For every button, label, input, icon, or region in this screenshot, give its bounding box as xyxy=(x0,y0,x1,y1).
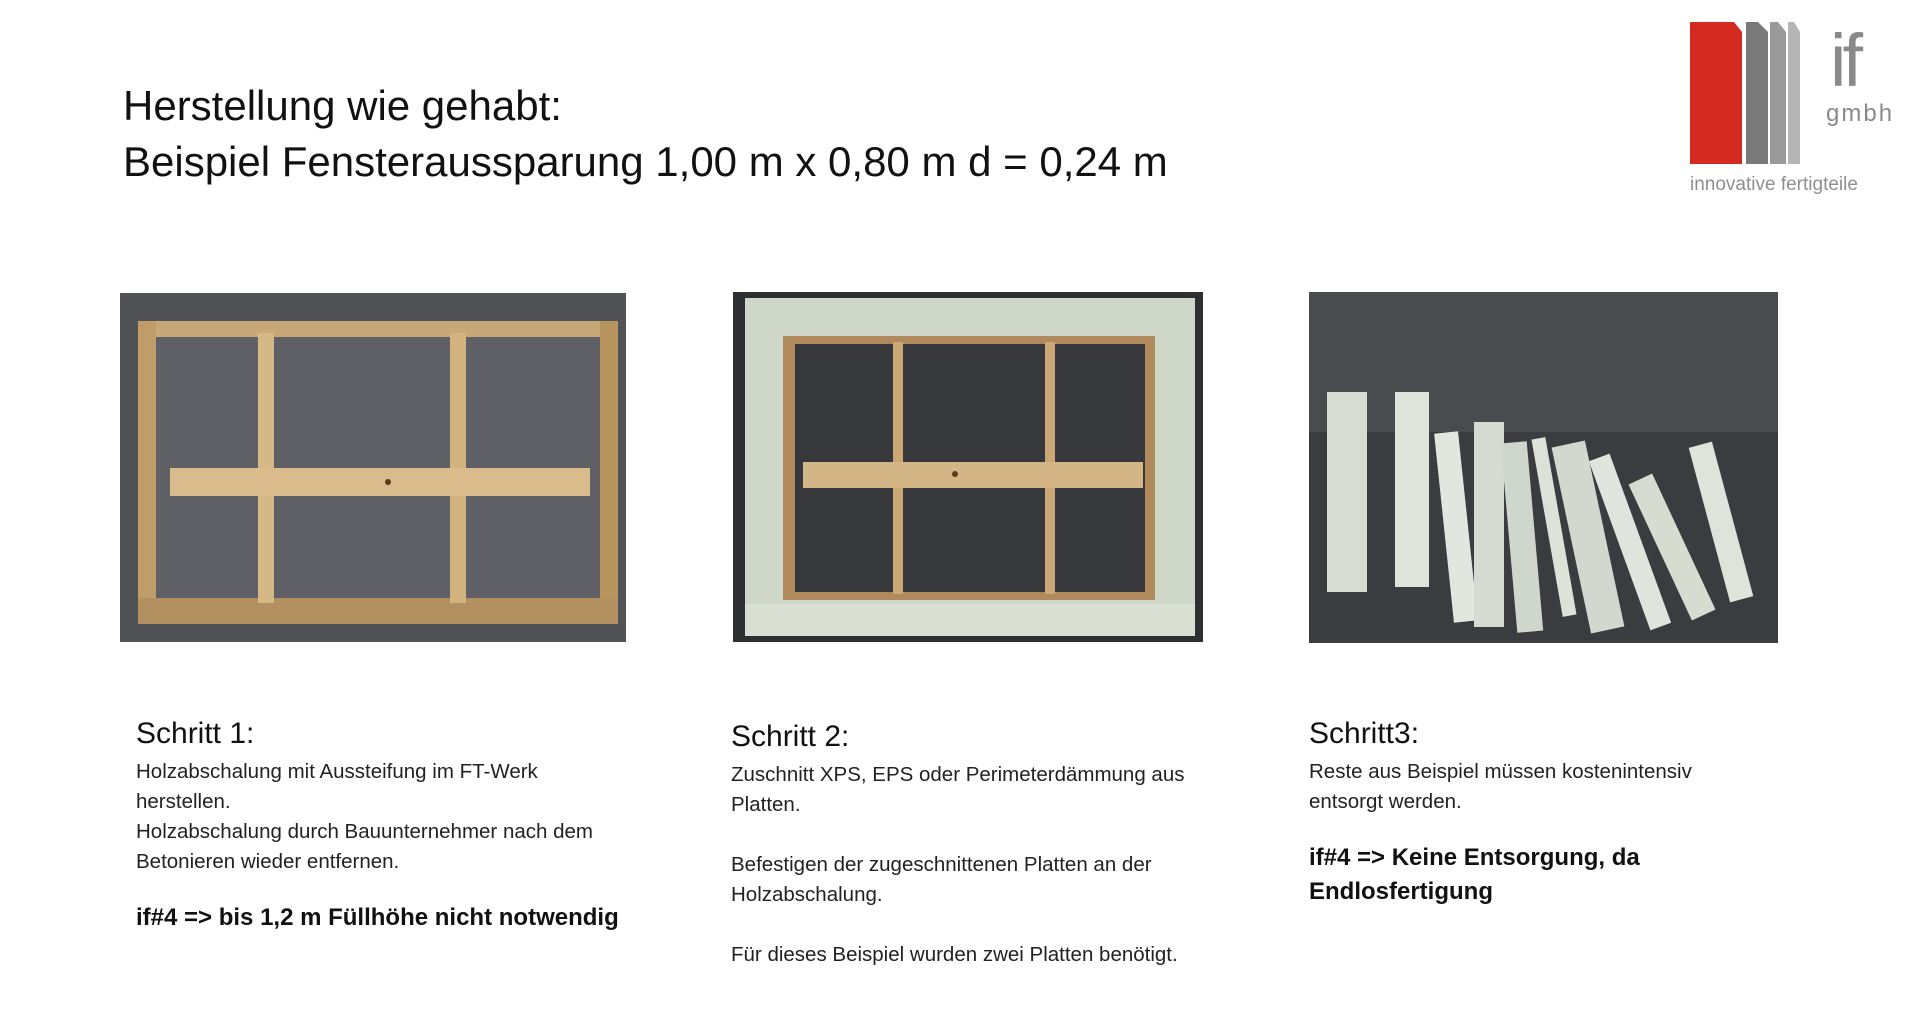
step-2-text-3: Für dieses Beispiel wurden zwei Platten benötigt. xyxy=(731,943,1178,966)
step-3-text-1: Reste aus Beispiel müssen kostenintensiv entsorgt werden. xyxy=(1309,760,1692,813)
step-2-text-1: Zuschnitt XPS, EPS oder Perimeterdämmung aus Platten. xyxy=(731,763,1185,816)
step-2-caption xyxy=(731,718,1211,970)
photo-formwork-with-plates xyxy=(733,292,1203,642)
logo-if-text: if xyxy=(1830,19,1859,102)
logo-mark-icon xyxy=(1690,18,1830,168)
title-line-2: Beispiel Fensteraussparung 1,00 m x 0,80 m d = 0,24 m xyxy=(123,138,1168,185)
logo-gmbh-text: gmbh xyxy=(1826,100,1895,127)
step-3-caption xyxy=(1309,715,1769,909)
step-1-highlight: if#4 => bis 1,2 m Füllhöhe nicht notwendig xyxy=(136,904,619,931)
photo-leftover-pieces xyxy=(1309,292,1778,643)
step-3-highlight: if#4 => Keine Entsorgung, da Endlosfertigung xyxy=(1309,844,1640,905)
slide-title xyxy=(123,78,1168,190)
photo-wood-formwork xyxy=(120,293,626,642)
step-2-text-2: Befestigen der zugeschnittenen Platten an der Holzabschalung. xyxy=(731,853,1152,906)
step-1-text-1: Holzabschalung mit Aussteifung im FT-Werk herstellen. xyxy=(136,760,538,813)
step-1-text-2: Holzabschalung durch Bauunternehmer nach dem Betonieren wieder entfernen. xyxy=(136,820,593,873)
step-1-heading: Schritt 1: xyxy=(136,717,255,750)
step-2-heading: Schritt 2: xyxy=(731,720,850,753)
step-3-heading: Schritt3: xyxy=(1309,717,1420,750)
step-1-caption xyxy=(136,715,636,935)
title-line-1: Herstellung wie gehabt: xyxy=(123,82,562,129)
company-logo xyxy=(1690,18,1900,208)
logo-tagline: innovative fertigteile xyxy=(1690,174,1858,195)
